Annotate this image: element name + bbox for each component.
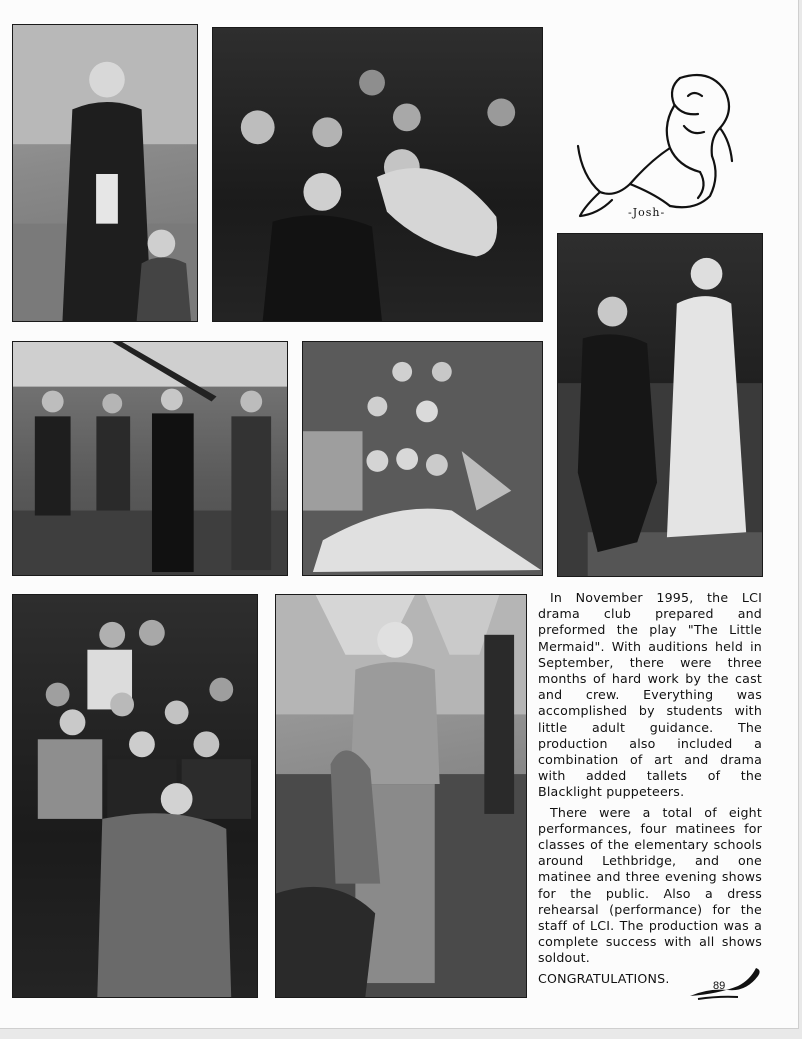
photo-cast-posing-set [302,341,543,576]
photo-crew-on-stage [12,341,288,576]
article-body [538,590,762,991]
mermaid-sketch-illustration [570,66,748,224]
photo-group-with-fish-prop [212,27,543,322]
article-paragraph-2: There were a total of eight performances, four matinees for classes of the elementary schools around Lethbridge, and one matinee and three evening shows for the public. Also a dress rehearsal (performance) for the staff of LCI. The production was a complete success with all shows soldout. [538,804,762,966]
page-number: 89 [713,980,726,992]
photo-costumed-performer [275,594,527,998]
sketch-signature: -Josh- [628,206,666,219]
photo-prince-and-mermaid [557,233,763,577]
photo-cast-on-bleachers [12,594,258,998]
article-paragraph-1: In November 1995, the LCI drama club prepared and preformed the play "The Little Mermaid". With auditions held in September, there were three months of hard work by the cast and crew. Everything was accomplished by students with little adult guidance. The production also included a combination of art and drama with added tallets of the Blacklight puppeteers. [538,590,762,800]
folio-swoosh-icon [688,966,764,1002]
article-closing: CONGRATULATIONS. [538,970,670,986]
photo-cast-member-with-jar [12,24,198,322]
